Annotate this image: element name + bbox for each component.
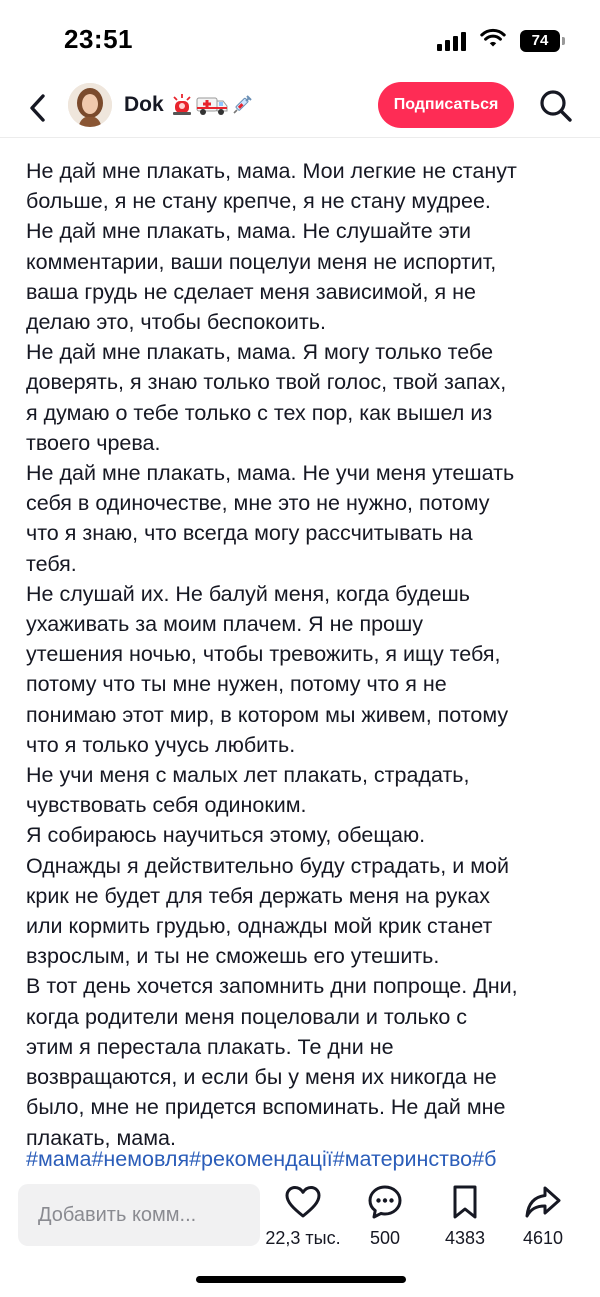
caption-line: или кормить грудью, однажды мой крик станет xyxy=(26,914,493,939)
battery-level: 74 xyxy=(531,32,549,49)
username-emojis xyxy=(170,93,254,117)
bookmark-count: 4383 xyxy=(444,1228,486,1248)
caption-line: больше, я не стану крепче, я не стану мудрее. xyxy=(26,189,491,214)
caption-line: плакать, мама. xyxy=(26,1125,176,1150)
ambulance-icon xyxy=(196,93,228,117)
syringe-icon xyxy=(230,93,254,117)
comment-count: 500 xyxy=(369,1228,401,1248)
chevron-left-icon xyxy=(27,93,49,123)
caption-line: ваша грудь не сделает меня зависимой, я не xyxy=(26,279,476,304)
caption-line: было, мне не придется вспоминать. Не дай мне xyxy=(26,1095,506,1120)
avatar[interactable] xyxy=(68,83,112,127)
status-time: 23:51 xyxy=(64,24,133,54)
hashtag-link[interactable]: #б xyxy=(472,1147,497,1171)
post-caption xyxy=(26,156,582,1153)
caption-line: Не дай мне плакать, мама. Мои легкие не станут xyxy=(26,159,517,183)
caption-line: Не дай мне плакать, мама. Не слушайте эти xyxy=(26,219,472,244)
bookmark-button[interactable] xyxy=(420,1184,510,1249)
caption-line: Однажды я действительно буду страдать, и мой xyxy=(26,853,509,878)
like-count: 22,3 тыс. xyxy=(265,1228,341,1248)
share-button[interactable] xyxy=(498,1184,588,1249)
comment-icon xyxy=(367,1184,403,1220)
caption-line: Не дай мне плакать, мама. Не учи меня утешать xyxy=(26,461,515,486)
caption-line: Не дай мне плакать, мама. Я могу только тебе xyxy=(26,340,494,365)
police-light-icon xyxy=(170,93,194,117)
profile-header xyxy=(0,80,600,138)
hashtag-link[interactable]: #немовля xyxy=(91,1147,190,1171)
heart-icon xyxy=(285,1185,321,1219)
caption-line: В тот день хочется запомнить дни попроще. Дни, xyxy=(26,974,518,999)
caption-line: потому что ты мне нужен, потому что я не xyxy=(26,672,447,697)
hashtag-link[interactable]: #рекомендації xyxy=(189,1147,333,1171)
hashtag-row xyxy=(26,1144,600,1174)
share-icon xyxy=(525,1185,561,1219)
status-icons xyxy=(437,28,560,53)
caption-line: понимаю этот мир, в котором мы живем, потому xyxy=(26,702,509,727)
caption-line: возвращаются, и если бы у меня их никогда не xyxy=(26,1065,497,1090)
caption-line: комментарии, ваши поцелуи меня не испортит, xyxy=(26,249,497,274)
hashtag-link[interactable]: #материнство xyxy=(332,1147,473,1171)
caption-line: себя в одиночестве, мне это не нужно, потому xyxy=(26,491,490,516)
caption-line: утешения ночью, чтобы тревожить, я ищу тебя, xyxy=(26,642,501,667)
caption-line: что я знаю, что всегда могу рассчитывать на xyxy=(26,521,473,546)
caption-line: чувствовать себя одиноким. xyxy=(26,793,307,818)
caption-line: делаю это, чтобы беспокоить. xyxy=(26,310,326,335)
like-button[interactable] xyxy=(258,1184,348,1249)
bookmark-icon xyxy=(451,1184,479,1220)
caption-line: ухаживать за моим плачем. Я не прошу xyxy=(26,612,424,637)
username-text: Dok xyxy=(124,93,164,116)
caption-line: крик не будет для тебя держать меня на руках xyxy=(26,883,490,908)
battery-icon xyxy=(520,30,560,52)
caption-line: что я только учусь любить. xyxy=(26,732,296,757)
caption-line: Я собираюсь научиться этому, обещаю. xyxy=(26,823,426,848)
search-icon xyxy=(539,89,573,123)
username[interactable] xyxy=(124,93,254,117)
caption-line: этим я перестала плакать. Те дни не xyxy=(26,1034,394,1059)
follow-button[interactable]: Подписаться xyxy=(378,82,514,128)
comment-button[interactable] xyxy=(340,1184,430,1249)
share-count: 4610 xyxy=(522,1228,564,1248)
cellular-signal-icon xyxy=(437,31,466,51)
caption-line: тебя. xyxy=(26,551,77,576)
search-button[interactable] xyxy=(536,86,576,126)
caption-line: Не слушай их. Не балуй меня, когда будешь xyxy=(26,581,470,606)
wifi-icon xyxy=(480,28,506,53)
caption-line: я думаю о тебе только с тех пор, как вышел из xyxy=(26,400,493,425)
comment-input[interactable] xyxy=(18,1184,260,1246)
caption-line: доверять, я знаю только твой голос, твой запах, xyxy=(26,370,507,395)
caption-line: Не учи меня с малых лет плакать, страдать, xyxy=(26,763,470,788)
caption-line: твоего чрева. xyxy=(26,430,161,455)
status-bar xyxy=(0,0,600,80)
home-indicator xyxy=(196,1276,406,1283)
caption-line: когда родители меня поцеловали и только с xyxy=(26,1004,468,1029)
back-button[interactable] xyxy=(18,88,58,128)
caption-line: взрослым, и ты не сможешь его утешить. xyxy=(26,944,440,969)
comment-placeholder: Добавить комм... xyxy=(38,1203,197,1226)
hashtag-link[interactable]: #мама xyxy=(26,1147,92,1171)
